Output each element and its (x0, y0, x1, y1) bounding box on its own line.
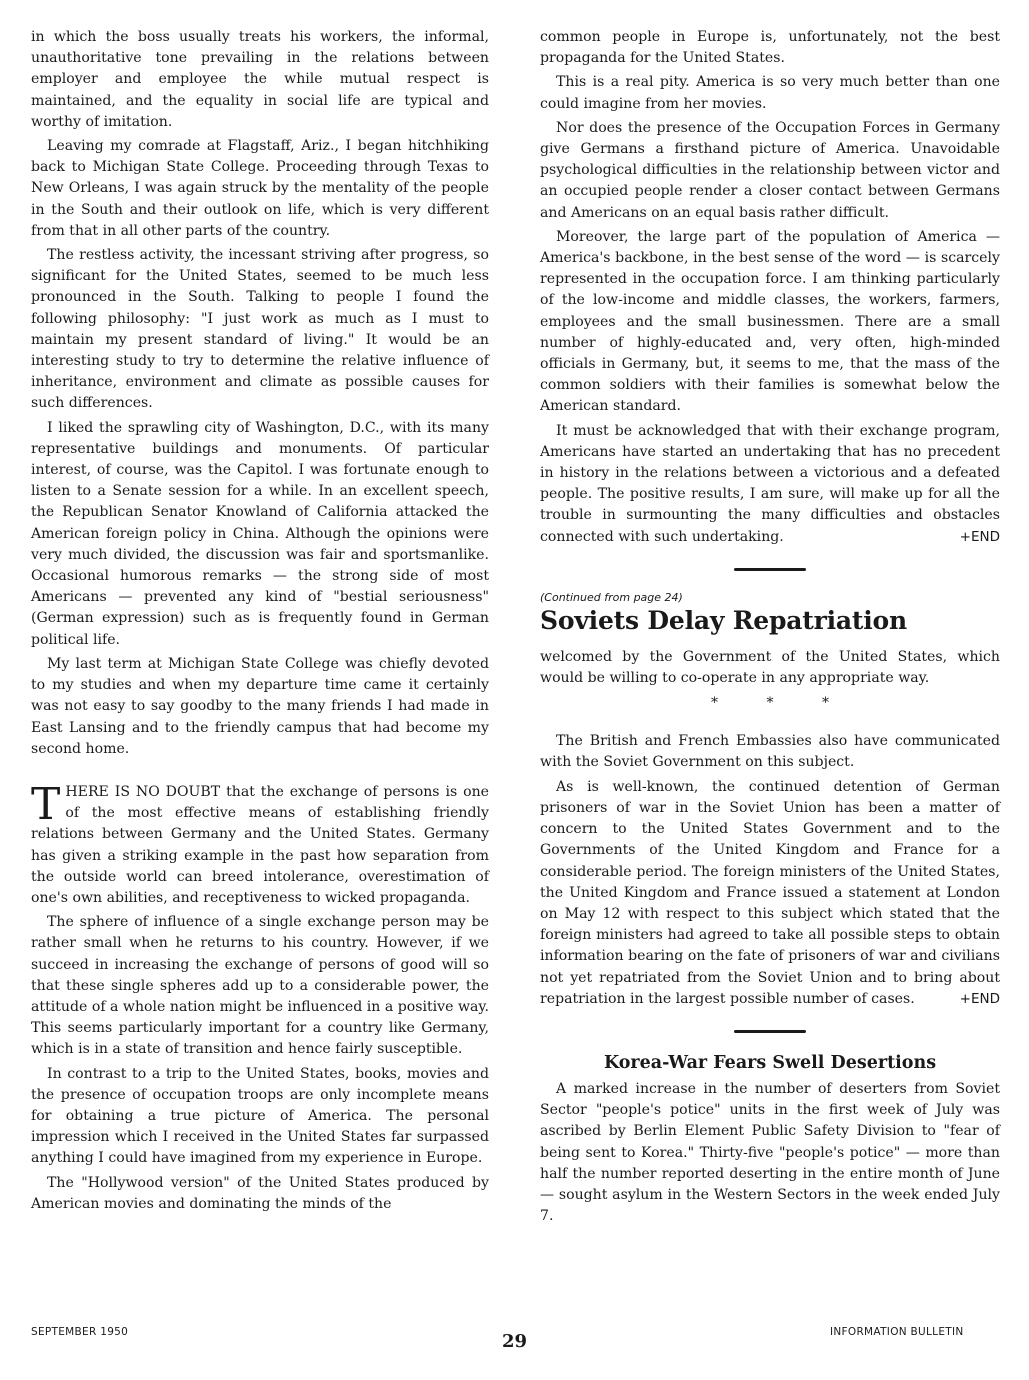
article-paragraph: The "Hollywood version" of the United States produced by American movies and dominating the minds of the (31, 1174, 489, 1212)
article-paragraph: This is a real pity. America is so very much better than one could imagine from her movies. (540, 74, 1000, 112)
article-paragraph: in which the boss usually treats his workers, the informal, unauthoritative tone prevailing in the relations between employer and employee the while mutual respect is maintained, and the equality in social life are typical and worthy of imitation. (31, 29, 489, 130)
section-stars: * * * (711, 695, 851, 712)
article-paragraph: The sphere of influence of a single exchange person may be rather small when he returns to his country. However, if we succeed in increasing the exchange of persons of good will so that these single spheres add up to a considerable power, the attitude of a whole nation might be influenced in a positive way. This seems particularly important for a country like Germany, which is in a state of transition and hence fairly susceptible. (31, 914, 489, 1058)
article-paragraph: Nor does the presence of the Occupation Forces in Germany give Germans a firsthand picture of America. Unavoidable psychological difficulties in the relationship between victor and an occupied people render a closer contact between Germans and Americans on an equal basis rather difficult. (540, 119, 1000, 221)
headline-soviets: Soviets Delay Repatriation (540, 605, 907, 635)
section-divider (734, 568, 806, 571)
left-column (31, 27, 489, 1218)
page-number: 29 (502, 1331, 528, 1352)
article-paragraph (540, 777, 1000, 1010)
headline-korea: Korea-War Fears Swell Desertions (603, 1052, 937, 1073)
article-paragraph: The British and French Embassies also have communicated with the Soviet Government on this subject. (540, 733, 1000, 771)
dropcap-paragraph (31, 778, 489, 909)
right-column (540, 27, 1000, 1230)
continued-note: (Continued from page 24) (540, 590, 683, 604)
article-paragraph: I liked the sprawling city of Washington, D.C., with its many representative buildings and monuments. Of particular interest, of course, was the Capitol. I was fortunate enough to listen to a Senate session for a while. In an excellent speech, the Republican Senator Knowland of California attacked the American foreign policy in China. Although the opinions were very much divided, the discussion was fair and sportsmanlike. Occasional humorous remarks — the strong side of most Americans — prevented any kind of "bestial seriousness" (German expression) such as is frequently found in German political life. (31, 419, 489, 648)
article-paragraph: welcomed by the Government of the United States, which would be willing to co-operate in any appropriate way. (540, 648, 1000, 687)
end-mark: +END (959, 528, 1000, 545)
footer-date: SEPTEMBER 1950 (31, 1326, 129, 1338)
section-divider (734, 1030, 806, 1033)
article-paragraph (540, 421, 1000, 548)
dropcap-letter: T (31, 778, 61, 830)
dropcap-paragraph-text: HERE IS NO DOUBT that the exchange of persons is one of the most effective means of establishing friendly relations between Germany and the United States. Germany has given a striking example in the past how separation from the outside world can breed intolerance, overestimation of one's own abilities, and receptiveness to wicked propaganda. (31, 783, 489, 906)
article-paragraph: In contrast to a trip to the United States, books, movies and the presence of occupation troops are only incomplete means for obtaining a true picture of America. The personal impression which I received in the United States far surpassed anything I could have imagined from my experience in Europe. (31, 1065, 489, 1167)
article-paragraph: Leaving my comrade at Flagstaff, Ariz., I began hitchhiking back to Michigan State College. Proceeding through Texas to New Orleans, I was again struck by the mentality of the people in the South and their outlook on life, which is very different from that in all other parts of the country. (31, 138, 489, 239)
article-paragraph: common people in Europe is, unfortunately, not the best propaganda for the United States. (540, 29, 1000, 67)
end-mark: +END (959, 990, 1000, 1007)
article-paragraph: My last term at Michigan State College was chiefly devoted to my studies and when my departure time came it certainly was not easy to say goodby to the many friends I had made in East Lansing and to the friendly campus that had become my second home. (31, 655, 489, 757)
article-paragraph: The restless activity, the incessant striving after progress, so significant for the United States, seemed to be much less pronounced in the South. Talking to people I found the following philosophy: "I just work as much as I must to maintain my present standard of living." It would be an interesting study to try to determine the relative influence of inheritance, environment and climate as possible causes for such differences. (31, 247, 489, 412)
footer-publication: INFORMATION BULLETIN (830, 1326, 964, 1338)
article-paragraph: A marked increase in the number of deserters from Soviet Sector "people's potice" units in the first week of July was ascribed by Berlin Element Public Safety Division to "fear of being sent to Korea." Thirty-five "people's potice" — more than half the number reported deserting in the entire month of June — sought asylum in the Western Sectors in the week ended July 7. (540, 1080, 1000, 1225)
article-paragraph-text: As is well-known, the continued detention of German prisoners of war in the Soviet Union has been a matter of concern to the United States Government and to the Governments of the United Kingdom and France for a considerable period. The foreign ministers of the United States, the United Kingdom and France issued a statement at London on May 12 with respect to this subject which stated that the foreign ministers had agreed to take all possible steps to obtain information bearing on the fate of prisoners of war and civilians not yet repatriated from the Soviet Union and to bring about repatriation in the largest possible number of cases. (540, 778, 1000, 1007)
article-paragraph-text: It must be acknowledged that with their exchange program, Americans have started an undertaking that has no precedent in history in the relations between a victorious and a defeated people. The positive results, I am sure, will make up for all the trouble in surmounting the many difficulties and obstacles connected with such undertaking. (540, 422, 1000, 545)
article-paragraph: Moreover, the large part of the population of America — America's backbone, in the best sense of the word — is scarcely represented in the occupation force. I am thinking particularly of the low-income and middle classes, the workers, farmers, employees and the small businessmen. There are a small number of highly-educated and, very often, high-minded officials in Germany, but, it seems to me, that the mass of the common soldiers with their families is somewhat below the American standard. (540, 228, 1000, 415)
